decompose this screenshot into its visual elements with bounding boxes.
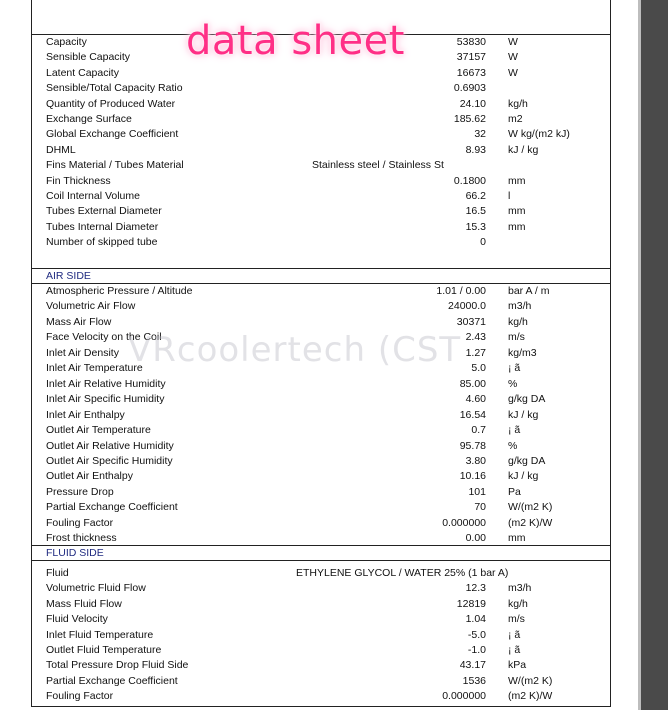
- row-value: 16.5: [465, 205, 486, 218]
- row-value: 24000.0: [448, 300, 486, 313]
- row-unit: kg/m3: [508, 346, 537, 359]
- row-value: 0: [480, 236, 486, 249]
- row-label: Capacity: [46, 36, 87, 48]
- row-label: Volumetric Fluid Flow: [46, 582, 146, 595]
- row-label: Coil Internal Volume: [46, 190, 140, 202]
- row-label: Partial Exchange Coefficient: [46, 501, 178, 514]
- row-value: 0.1800: [453, 174, 486, 187]
- row-label: Mass Air Flow: [46, 315, 112, 328]
- row-label: Outlet Air Specific Humidity: [46, 454, 173, 467]
- viewer-scroll-area[interactable]: [638, 0, 668, 710]
- row-value: 185.62: [453, 113, 486, 125]
- row-value: 85.00: [459, 377, 486, 390]
- row-unit: (m2 K)/W: [508, 690, 553, 703]
- row-value: 70: [474, 501, 486, 514]
- row-label: Latent Capacity: [46, 66, 119, 79]
- row-value: 0.000000: [442, 690, 486, 703]
- row-label: Mass Fluid Flow: [46, 597, 122, 610]
- row-label: Fluid: [46, 567, 69, 579]
- row-value: 30371: [456, 315, 486, 328]
- row-unit: Pa: [508, 485, 521, 498]
- row-value: 24.10: [459, 97, 486, 110]
- row-unit: g/kg DA: [508, 393, 546, 406]
- divider-fluid-bottom: [31, 560, 610, 561]
- row-label: Atmospheric Pressure / Altitude: [46, 285, 193, 297]
- row-unit: mm: [508, 174, 526, 187]
- row-unit: W/(m2 K): [508, 501, 553, 514]
- row-unit: m2: [508, 113, 523, 125]
- row-value: 95.78: [459, 439, 486, 452]
- row-value: 8.93: [465, 143, 486, 156]
- row-value: 15.3: [465, 220, 486, 233]
- row-unit: W/(m2 K): [508, 674, 553, 687]
- row-unit: kJ / kg: [508, 408, 539, 421]
- row-label: Partial Exchange Coefficient: [46, 674, 178, 687]
- row-label: Sensible Capacity: [46, 51, 131, 64]
- row-value: 5.0: [471, 362, 486, 375]
- row-label: Fouling Factor: [46, 690, 114, 703]
- row-unit: W: [508, 66, 518, 79]
- row-label: Inlet Air Specific Humidity: [46, 393, 165, 406]
- row-label: Frost thickness: [46, 532, 117, 545]
- row-value: 3.80: [465, 454, 486, 467]
- row-unit: l: [508, 190, 511, 202]
- row-label: Inlet Air Density: [46, 346, 119, 359]
- row-label: Fluid Velocity: [46, 613, 108, 626]
- row-unit: mm: [508, 532, 526, 545]
- row-label: Volumetric Air Flow: [46, 300, 136, 313]
- row-value: 12819: [456, 597, 486, 610]
- row-unit: W kg/(m2 kJ): [508, 128, 570, 141]
- row-unit: (m2 K)/W: [508, 516, 553, 529]
- row-label: Fin Thickness: [46, 174, 111, 187]
- row-value: 0.00: [465, 532, 486, 545]
- row-unit: kg/h: [508, 597, 528, 610]
- row-unit: kg/h: [508, 315, 528, 328]
- row-value: 4.60: [465, 393, 486, 406]
- row-label: Quantity of Produced Water: [46, 97, 176, 110]
- row-unit: kg/h: [508, 97, 528, 110]
- row-unit: ¡ ã: [508, 644, 521, 656]
- row-label: Outlet Fluid Temperature: [46, 644, 162, 656]
- row-value: 43.17: [459, 659, 486, 672]
- row-label: Outlet Air Enthalpy: [46, 470, 133, 483]
- row-value: 1536: [462, 674, 486, 687]
- row-label: Inlet Fluid Temperature: [46, 628, 154, 641]
- section-title-air: AIR SIDE: [46, 270, 91, 282]
- row-unit: g/kg DA: [508, 454, 546, 467]
- row-unit: mm: [508, 220, 526, 233]
- row-label: Sensible/Total Capacity Ratio: [46, 82, 183, 95]
- row-unit: ¡ ã: [508, 362, 521, 375]
- row-value: ETHYLENE GLYCOL / WATER 25% (1 bar A): [296, 567, 509, 579]
- row-value: 101: [468, 485, 486, 498]
- row-value: Stainless steel / Stainless St: [312, 159, 444, 172]
- row-unit: %: [508, 439, 518, 452]
- row-label: Pressure Drop: [46, 485, 114, 498]
- row-unit: W: [508, 51, 518, 64]
- row-value: 16.54: [459, 408, 486, 421]
- row-value: 32: [474, 128, 486, 141]
- row-value: 1.04: [465, 613, 486, 626]
- row-unit: ¡ ã: [508, 424, 521, 437]
- row-value: 10.16: [459, 470, 486, 483]
- row-value: 37157: [456, 51, 486, 64]
- row-label: Total Pressure Drop Fluid Side: [46, 659, 189, 672]
- row-label: DHML: [46, 143, 76, 156]
- row-unit: W: [508, 36, 518, 48]
- row-label: Outlet Air Relative Humidity: [46, 439, 174, 452]
- row-unit: m/s: [508, 331, 525, 344]
- row-value: -5.0: [467, 628, 486, 641]
- row-label: Outlet Air Temperature: [46, 424, 151, 437]
- row-unit: m3/h: [508, 300, 532, 313]
- row-value: 16673: [456, 66, 486, 79]
- row-label: Fouling Factor: [46, 516, 114, 529]
- data-sheet-watermark: data sheet: [186, 18, 405, 64]
- row-label: Number of skipped tube: [46, 236, 158, 249]
- row-unit: kJ / kg: [508, 470, 539, 483]
- row-unit: kJ / kg: [508, 143, 539, 156]
- row-value: 0.6903: [453, 82, 486, 95]
- row-label: Face Velocity on the Coil: [46, 331, 162, 344]
- viewer-edge: [638, 0, 641, 710]
- row-value: 0.000000: [442, 516, 486, 529]
- brand-watermark: VRcoolertech (CST: [128, 330, 462, 370]
- row-value: 0.7: [471, 424, 486, 437]
- row-value: 66.2: [465, 190, 486, 202]
- row-unit: mm: [508, 205, 526, 218]
- row-label: Global Exchange Coefficient: [46, 128, 179, 141]
- row-label: Inlet Air Enthalpy: [46, 408, 125, 421]
- row-unit: bar A / m: [508, 285, 550, 297]
- row-value: 1.27: [465, 346, 486, 359]
- row-label: Inlet Air Relative Humidity: [46, 377, 166, 390]
- row-value: -1.0: [467, 644, 486, 656]
- row-unit: m/s: [508, 613, 525, 626]
- row-value: 12.3: [465, 582, 486, 595]
- row-value: 1.01 / 0.00: [436, 285, 486, 297]
- row-value: 53830: [456, 36, 486, 48]
- row-label: Exchange Surface: [46, 113, 132, 125]
- row-label: Tubes External Diameter: [46, 205, 162, 218]
- row-label: Tubes Internal Diameter: [46, 220, 159, 233]
- row-value: 2.43: [465, 331, 486, 344]
- row-label: Inlet Air Temperature: [46, 362, 143, 375]
- row-unit: m3/h: [508, 582, 532, 595]
- row-label: Fins Material / Tubes Material: [46, 159, 184, 172]
- row-unit: ¡ ã: [508, 628, 521, 641]
- divider-air-top: [31, 268, 610, 269]
- row-unit: kPa: [508, 659, 527, 672]
- section-title-fluid: FLUID SIDE: [46, 547, 104, 559]
- row-unit: %: [508, 377, 518, 390]
